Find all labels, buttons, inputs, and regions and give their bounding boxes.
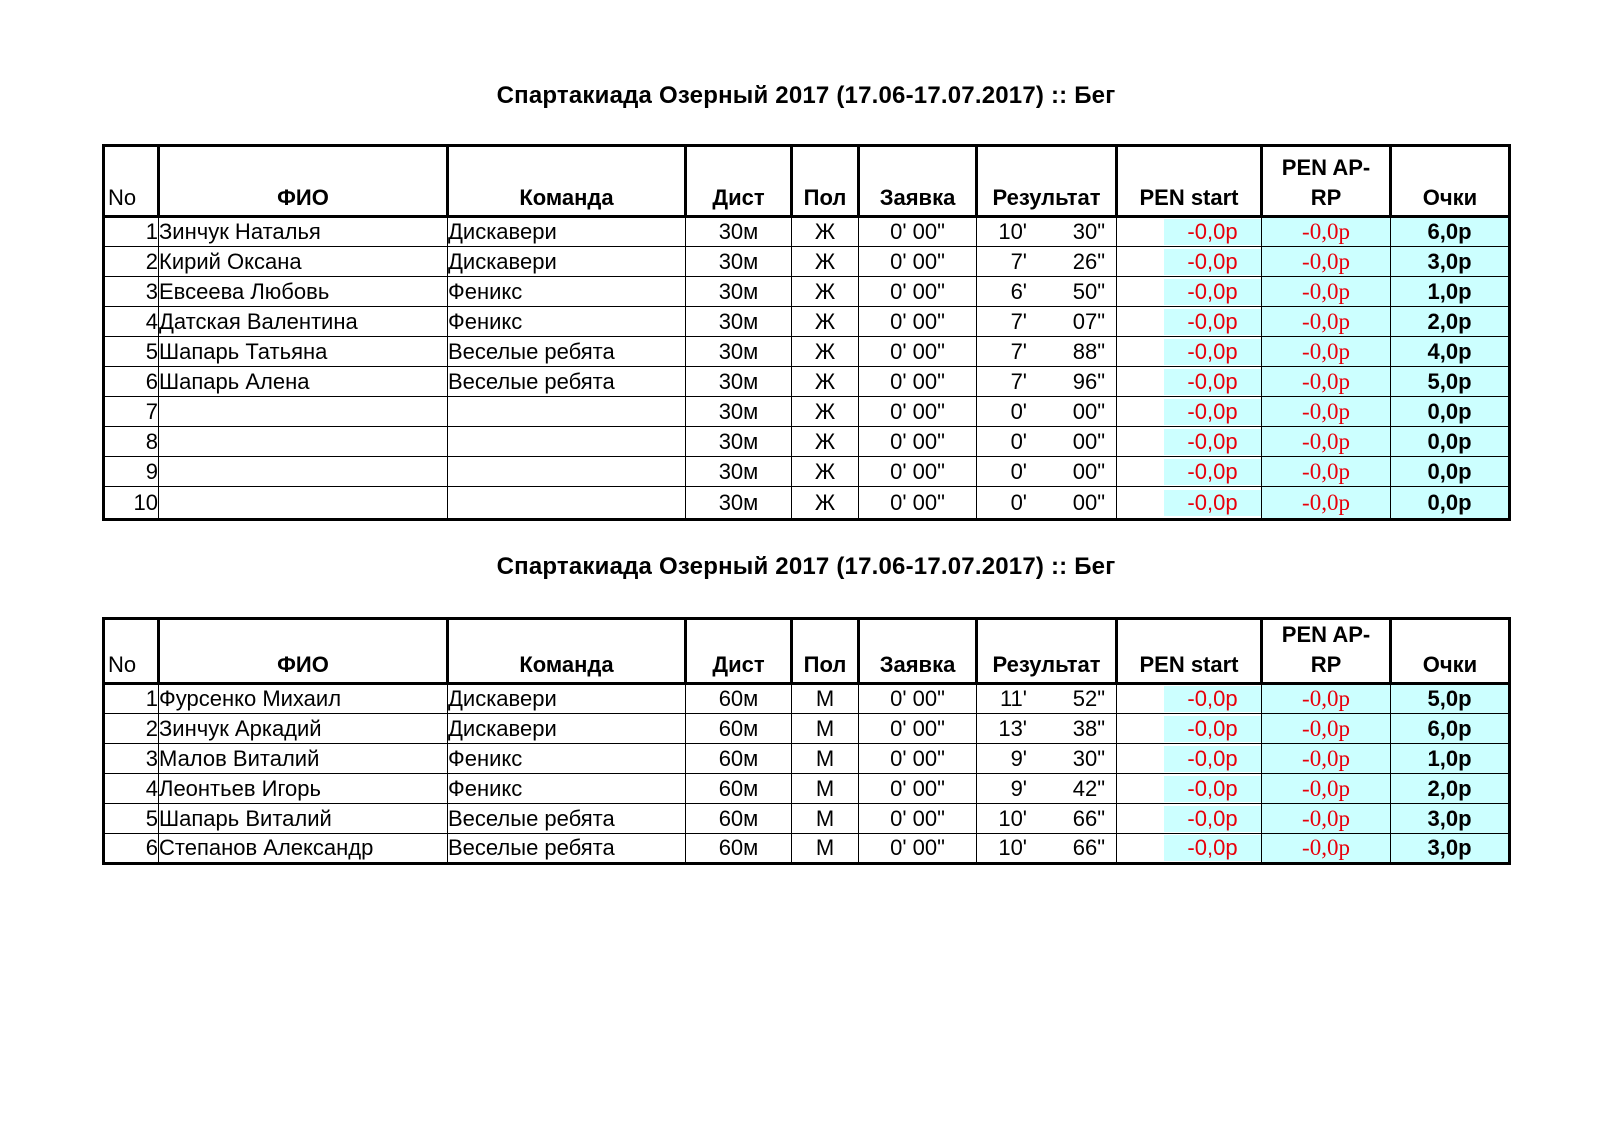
col-header-pen-start: PEN start xyxy=(1117,619,1262,684)
cell-points: 5,0р xyxy=(1391,684,1510,714)
cell-result xyxy=(977,217,1117,247)
cell-result-min: 9' xyxy=(1010,745,1027,771)
cell-pen-start xyxy=(1117,714,1262,744)
cell-pen-start xyxy=(1117,684,1262,714)
cell-dist: 30м xyxy=(686,337,792,367)
cell-pen-start-value: -0,0р xyxy=(1164,249,1261,275)
cell-dist: 30м xyxy=(686,457,792,487)
cell-sex: М xyxy=(792,774,859,804)
cell-pen-start xyxy=(1117,744,1262,774)
cell-no: 4 xyxy=(104,307,159,337)
col-header-name: ФИО xyxy=(159,619,448,684)
cell-points: 4,0р xyxy=(1391,337,1510,367)
cell-no: 7 xyxy=(104,397,159,427)
cell-result-min: 7' xyxy=(1010,338,1027,364)
cell-result xyxy=(977,834,1117,864)
cell-pen-start xyxy=(1117,247,1262,277)
cell-team: Феникс xyxy=(448,774,686,804)
cell-pen-start-value: -0,0р xyxy=(1164,490,1261,516)
cell-application: 0' 00" xyxy=(859,427,977,457)
table-header-row xyxy=(104,619,1510,684)
cell-name: Шапарь Виталий xyxy=(159,804,448,834)
cell-points: 3,0р xyxy=(1391,247,1510,277)
cell-application: 0' 00" xyxy=(859,774,977,804)
col-header-team: Команда xyxy=(448,619,686,684)
cell-pen-ar: -0,0р xyxy=(1262,277,1391,307)
cell-name: Малов Виталий xyxy=(159,744,448,774)
cell-points: 3,0р xyxy=(1391,804,1510,834)
cell-dist: 30м xyxy=(686,307,792,337)
cell-no: 3 xyxy=(104,277,159,307)
cell-pen-start-value: -0,0р xyxy=(1164,806,1261,832)
cell-pen-ar: -0,0р xyxy=(1262,774,1391,804)
cell-pen-ar: -0,0р xyxy=(1262,804,1391,834)
cell-no: 5 xyxy=(104,337,159,367)
table-row xyxy=(104,714,1510,744)
cell-dist: 30м xyxy=(686,397,792,427)
col-header-pen-ar xyxy=(1262,619,1391,684)
cell-dist: 60м xyxy=(686,804,792,834)
cell-dist: 60м xyxy=(686,834,792,864)
cell-pen-ar: -0,0р xyxy=(1262,367,1391,397)
col-header-points: Очки xyxy=(1391,146,1510,217)
cell-no: 8 xyxy=(104,427,159,457)
cell-sex: Ж xyxy=(792,277,859,307)
cell-sex: Ж xyxy=(792,247,859,277)
table-row xyxy=(104,834,1510,864)
cell-no: 1 xyxy=(104,684,159,714)
cell-result-sec: 66" xyxy=(1072,805,1105,831)
cell-result xyxy=(977,367,1117,397)
cell-result-min: 0' xyxy=(1010,428,1027,454)
cell-sex: Ж xyxy=(792,367,859,397)
cell-application: 0' 00" xyxy=(859,277,977,307)
cell-dist: 30м xyxy=(686,247,792,277)
cell-result xyxy=(977,714,1117,744)
cell-team: Дискавери xyxy=(448,714,686,744)
cell-result-sec: 30" xyxy=(1072,219,1105,244)
col-header-team: Команда xyxy=(448,146,686,217)
cell-result xyxy=(977,684,1117,714)
cell-result-min: 10' xyxy=(998,805,1027,831)
cell-sex: М xyxy=(792,804,859,834)
cell-sex: Ж xyxy=(792,487,859,520)
table-row xyxy=(104,487,1510,520)
col-header-sex: Пол xyxy=(792,619,859,684)
cell-sex: Ж xyxy=(792,307,859,337)
col-header-pen-ar-line2: RP xyxy=(1310,652,1342,677)
cell-team: Феникс xyxy=(448,744,686,774)
cell-pen-ar: -0,0р xyxy=(1262,307,1391,337)
cell-sex: Ж xyxy=(792,397,859,427)
col-header-no: No xyxy=(104,146,159,217)
cell-team: Веселые ребята xyxy=(448,367,686,397)
cell-application: 0' 00" xyxy=(859,714,977,744)
cell-team: Веселые ребята xyxy=(448,834,686,864)
results-table-women xyxy=(102,144,1511,521)
cell-dist: 60м xyxy=(686,684,792,714)
cell-application: 0' 00" xyxy=(859,834,977,864)
cell-pen-start xyxy=(1117,487,1262,520)
cell-result xyxy=(977,277,1117,307)
col-header-result: Результат xyxy=(977,619,1117,684)
cell-pen-ar: -0,0р xyxy=(1262,457,1391,487)
cell-sex: Ж xyxy=(792,217,859,247)
cell-dist: 30м xyxy=(686,487,792,520)
cell-application: 0' 00" xyxy=(859,397,977,427)
cell-dist: 60м xyxy=(686,714,792,744)
cell-application: 0' 00" xyxy=(859,217,977,247)
cell-points: 2,0р xyxy=(1391,774,1510,804)
table-row xyxy=(104,337,1510,367)
cell-result-min: 11' xyxy=(999,686,1027,711)
cell-application: 0' 00" xyxy=(859,684,977,714)
col-header-points: Очки xyxy=(1391,619,1510,684)
cell-points: 0,0р xyxy=(1391,457,1510,487)
cell-result xyxy=(977,397,1117,427)
cell-sex: Ж xyxy=(792,427,859,457)
cell-pen-ar: -0,0р xyxy=(1262,427,1391,457)
col-header-dist: Дист xyxy=(686,146,792,217)
col-header-pen-ar-line1: PEN AP- xyxy=(1281,622,1371,647)
table-row xyxy=(104,684,1510,714)
cell-result-sec: 00" xyxy=(1072,458,1105,484)
cell-name: Леонтьев Игорь xyxy=(159,774,448,804)
cell-result-sec: 00" xyxy=(1072,398,1105,424)
cell-name: Евсеева Любовь xyxy=(159,277,448,307)
cell-dist: 30м xyxy=(686,427,792,457)
cell-no: 10 xyxy=(104,487,159,520)
cell-result xyxy=(977,427,1117,457)
cell-result xyxy=(977,247,1117,277)
cell-name xyxy=(159,457,448,487)
cell-name: Зинчук Аркадий xyxy=(159,714,448,744)
cell-pen-start-value: -0,0р xyxy=(1164,459,1261,485)
cell-dist: 60м xyxy=(686,744,792,774)
col-header-pen-ar-line2: RP xyxy=(1310,185,1342,210)
cell-pen-ar: -0,0р xyxy=(1262,487,1391,520)
cell-sex: Ж xyxy=(792,457,859,487)
cell-result xyxy=(977,457,1117,487)
cell-no: 2 xyxy=(104,714,159,744)
cell-pen-start-value: -0,0р xyxy=(1164,746,1261,772)
cell-no: 9 xyxy=(104,457,159,487)
cell-pen-start xyxy=(1117,834,1262,864)
cell-sex: М xyxy=(792,684,859,714)
cell-dist: 30м xyxy=(686,367,792,397)
cell-points: 0,0р xyxy=(1391,487,1510,520)
results-table-men xyxy=(102,617,1511,865)
table-row xyxy=(104,804,1510,834)
cell-result-min: 6' xyxy=(1010,278,1027,304)
col-header-no: No xyxy=(104,619,159,684)
cell-result xyxy=(977,307,1117,337)
col-header-pen-ar-line1: PEN AP- xyxy=(1281,155,1371,180)
results-title-men: Спартакиада Озерный 2017 (17.06-17.07.2017) :: Бег xyxy=(496,553,1116,580)
cell-name: Кирий Оксана xyxy=(159,247,448,277)
cell-pen-start xyxy=(1117,774,1262,804)
cell-result xyxy=(977,744,1117,774)
cell-result xyxy=(977,804,1117,834)
cell-application: 0' 00" xyxy=(859,744,977,774)
cell-points: 0,0р xyxy=(1391,397,1510,427)
cell-name: Зинчук Наталья xyxy=(159,217,448,247)
cell-result-sec: 07" xyxy=(1072,308,1105,334)
cell-pen-start-value: -0,0р xyxy=(1164,429,1261,455)
cell-application: 0' 00" xyxy=(859,804,977,834)
cell-result-min: 9' xyxy=(1010,775,1027,801)
cell-team: Дискавери xyxy=(448,217,686,247)
table-row xyxy=(104,744,1510,774)
cell-team: Дискавери xyxy=(448,247,686,277)
cell-result xyxy=(977,487,1117,520)
cell-team xyxy=(448,487,686,520)
cell-pen-ar: -0,0р xyxy=(1262,247,1391,277)
cell-sex: Ж xyxy=(792,337,859,367)
cell-result-sec: 26" xyxy=(1072,248,1105,274)
cell-result-sec: 30" xyxy=(1072,745,1105,771)
cell-pen-start-value: -0,0р xyxy=(1164,339,1261,365)
cell-pen-ar: -0,0р xyxy=(1262,834,1391,864)
cell-dist: 30м xyxy=(686,217,792,247)
cell-pen-start-value: -0,0р xyxy=(1164,835,1261,861)
table-row xyxy=(104,307,1510,337)
cell-team: Веселые ребята xyxy=(448,337,686,367)
table-row xyxy=(104,367,1510,397)
cell-application: 0' 00" xyxy=(859,367,977,397)
cell-pen-start-value: -0,0р xyxy=(1164,776,1261,802)
cell-team xyxy=(448,427,686,457)
cell-result-min: 10' xyxy=(998,219,1027,244)
cell-pen-ar: -0,0р xyxy=(1262,684,1391,714)
cell-sex: М xyxy=(792,744,859,774)
cell-points: 6,0р xyxy=(1391,217,1510,247)
col-header-application: Заявка xyxy=(859,146,977,217)
table-row xyxy=(104,457,1510,487)
cell-result-min: 0' xyxy=(1010,489,1027,515)
cell-pen-start-value: -0,0р xyxy=(1164,309,1261,335)
cell-result-sec: 88" xyxy=(1072,338,1105,364)
cell-name xyxy=(159,427,448,457)
col-header-result: Результат xyxy=(977,146,1117,217)
col-header-pen-ar xyxy=(1262,146,1391,217)
cell-team: Феникс xyxy=(448,277,686,307)
cell-points: 0,0р xyxy=(1391,427,1510,457)
cell-no: 4 xyxy=(104,774,159,804)
cell-team xyxy=(448,457,686,487)
cell-points: 5,0р xyxy=(1391,367,1510,397)
cell-pen-start-value: -0,0р xyxy=(1164,716,1261,742)
table-header-row xyxy=(104,146,1510,217)
cell-application: 0' 00" xyxy=(859,247,977,277)
cell-result-min: 7' xyxy=(1010,308,1027,334)
cell-result-min: 10' xyxy=(998,835,1027,860)
cell-pen-start xyxy=(1117,397,1262,427)
cell-no: 2 xyxy=(104,247,159,277)
cell-team: Веселые ребята xyxy=(448,804,686,834)
cell-pen-start-value: -0,0р xyxy=(1164,279,1261,305)
results-title-women: Спартакиада Озерный 2017 (17.06-17.07.2017) :: Бег xyxy=(496,82,1116,109)
cell-name: Шапарь Алена xyxy=(159,367,448,397)
table-row xyxy=(104,427,1510,457)
cell-application: 0' 00" xyxy=(859,487,977,520)
cell-points: 1,0р xyxy=(1391,744,1510,774)
cell-dist: 60м xyxy=(686,774,792,804)
cell-pen-start xyxy=(1117,277,1262,307)
cell-team: Феникс xyxy=(448,307,686,337)
cell-points: 2,0р xyxy=(1391,307,1510,337)
cell-dist: 30м xyxy=(686,277,792,307)
col-header-dist: Дист xyxy=(686,619,792,684)
cell-pen-ar: -0,0р xyxy=(1262,714,1391,744)
cell-result-sec: 66" xyxy=(1072,835,1105,860)
table-row xyxy=(104,217,1510,247)
cell-result-sec: 00" xyxy=(1072,489,1105,515)
table-row xyxy=(104,397,1510,427)
cell-team xyxy=(448,397,686,427)
cell-application: 0' 00" xyxy=(859,457,977,487)
cell-pen-start xyxy=(1117,427,1262,457)
cell-pen-start xyxy=(1117,367,1262,397)
cell-pen-start xyxy=(1117,337,1262,367)
cell-pen-start xyxy=(1117,804,1262,834)
col-header-sex: Пол xyxy=(792,146,859,217)
cell-result-min: 7' xyxy=(1010,248,1027,274)
cell-result-min: 0' xyxy=(1010,458,1027,484)
cell-pen-start-value: -0,0р xyxy=(1164,369,1261,395)
table-row xyxy=(104,774,1510,804)
cell-pen-ar: -0,0р xyxy=(1262,337,1391,367)
cell-points: 3,0р xyxy=(1391,834,1510,864)
cell-result-min: 13' xyxy=(998,715,1027,741)
cell-result-sec: 42" xyxy=(1072,775,1105,801)
cell-team: Дискавери xyxy=(448,684,686,714)
col-header-pen-start: PEN start xyxy=(1117,146,1262,217)
cell-result-min: 0' xyxy=(1010,398,1027,424)
cell-result-min: 7' xyxy=(1010,368,1027,394)
table-row xyxy=(104,247,1510,277)
cell-points: 1,0р xyxy=(1391,277,1510,307)
cell-name: Степанов Александр xyxy=(159,834,448,864)
cell-result-sec: 00" xyxy=(1072,428,1105,454)
cell-pen-start xyxy=(1117,217,1262,247)
cell-no: 6 xyxy=(104,367,159,397)
cell-name: Фурсенко Михаил xyxy=(159,684,448,714)
cell-name: Шапарь Татьяна xyxy=(159,337,448,367)
cell-no: 1 xyxy=(104,217,159,247)
cell-application: 0' 00" xyxy=(859,307,977,337)
cell-points: 6,0р xyxy=(1391,714,1510,744)
cell-result xyxy=(977,337,1117,367)
cell-sex: М xyxy=(792,714,859,744)
cell-pen-start-value: -0,0р xyxy=(1164,219,1261,245)
cell-no: 5 xyxy=(104,804,159,834)
cell-name xyxy=(159,487,448,520)
cell-result-sec: 50" xyxy=(1072,278,1105,304)
cell-result xyxy=(977,774,1117,804)
col-header-application: Заявка xyxy=(859,619,977,684)
cell-name xyxy=(159,397,448,427)
cell-no: 6 xyxy=(104,834,159,864)
cell-pen-ar: -0,0р xyxy=(1262,744,1391,774)
cell-pen-start xyxy=(1117,457,1262,487)
cell-result-sec: 52" xyxy=(1072,686,1105,711)
cell-result-sec: 96" xyxy=(1072,368,1105,394)
cell-pen-ar: -0,0р xyxy=(1262,217,1391,247)
cell-pen-ar: -0,0р xyxy=(1262,397,1391,427)
cell-pen-start xyxy=(1117,307,1262,337)
cell-application: 0' 00" xyxy=(859,337,977,367)
col-header-name: ФИО xyxy=(159,146,448,217)
table-row xyxy=(104,277,1510,307)
cell-name: Датская Валентина xyxy=(159,307,448,337)
cell-pen-start-value: -0,0р xyxy=(1164,686,1261,712)
cell-result-sec: 38" xyxy=(1072,715,1105,741)
cell-sex: М xyxy=(792,834,859,864)
cell-pen-start-value: -0,0р xyxy=(1164,399,1261,425)
cell-no: 3 xyxy=(104,744,159,774)
